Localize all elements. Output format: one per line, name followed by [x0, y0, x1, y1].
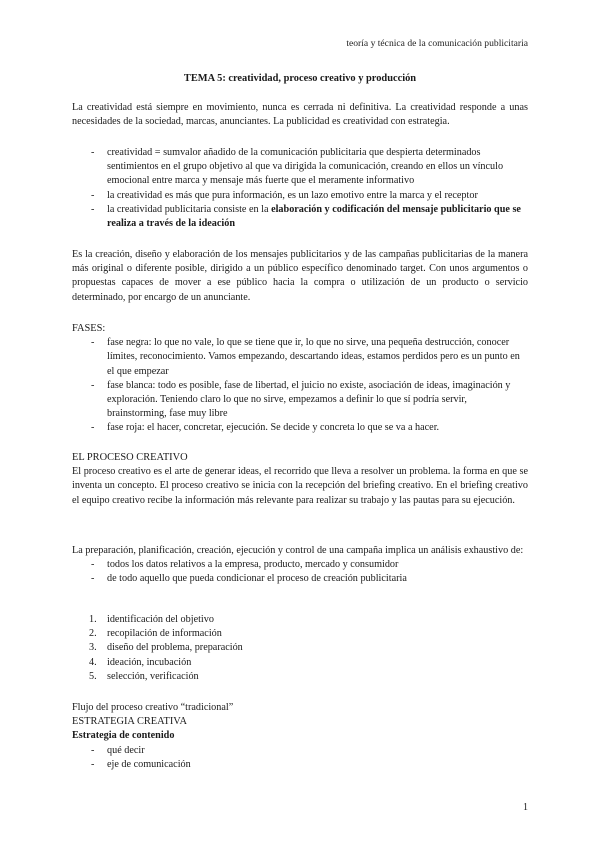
list-item: - fase roja: el hacer, concretar, ejecución. Se decide y concreta lo que se va a hacer. [72, 421, 528, 435]
list-item-bold-text: elaboración y codificación del mensaje publicitario que se realiza a través de la ideación [107, 203, 521, 230]
list-item [72, 203, 528, 231]
page-title: TEMA 5: creatividad, proceso creativo y producción [183, 73, 417, 84]
step-item [72, 656, 528, 670]
intro-paragraph: La creatividad está siempre en movimiento, nunca es cerrada ni definitiva. La creatividad responde a unas necesidades de la sociedad, marcas, anunciantes. La publicidad es creatividad con estrategia. [72, 102, 528, 128]
intro-section [72, 101, 528, 129]
preparacion-list [72, 558, 528, 586]
list-item: - eje de comunicación [72, 758, 528, 772]
step-item [72, 670, 528, 684]
creativity-bullets [72, 146, 528, 231]
fases-list [72, 336, 528, 435]
estrategia-section [72, 701, 528, 772]
step-text: ideación, incubación [107, 656, 192, 668]
step-number: 3. [89, 642, 97, 654]
estrategia-heading: ESTRATEGIA CREATIVA [72, 716, 187, 728]
fases-heading: FASES: [72, 323, 106, 334]
list-item: - creatividad = sumvalor añadido de la comunicación publicitaria que despierta determinados sentimientos en el grupo objetivo al que va dirigida la comunicación, creando en ellos un vínculo emocional entre marca y mensaje más fuerte que el meramente informativo [72, 146, 528, 189]
step-text: diseño del problema, preparación [107, 642, 243, 654]
proceso-section [72, 451, 528, 508]
running-header: teoría y técnica de la comunicación publicitaria [346, 38, 528, 49]
preparacion-section [72, 544, 528, 587]
step-text: identificación del objetivo [107, 614, 214, 625]
step-number: 5. [89, 670, 97, 682]
list-item: - fase blanca: todo es posible, fase de libertad, el juicio no existe, asociación de ideas, imaginación y exploración. Teniendo claro lo que no sirve, empezamos a definir lo que sí podría servir, brainstorming, fase muy libre [72, 379, 528, 422]
steps-section [72, 613, 528, 684]
page-number: 1 [523, 802, 528, 813]
list-item: - la creatividad es más que pura información, es un lazo emotivo entre la marca y el receptor [72, 189, 528, 203]
list-item: - fase negra: lo que no vale, lo que se tiene que ir, lo que no sirve, una pequeña destrucción, conocer límites, reconocimiento. Vamos empezando, descartando ideas, estamos perdidos pero es un punto en el que empezar [72, 336, 528, 379]
step-text: recopilación de información [107, 628, 222, 640]
list-item: - todos los datos relativos a la empresa, producto, mercado y consumidor [72, 558, 528, 572]
step-text: selección, verificación [107, 670, 199, 682]
definition-section [72, 248, 528, 305]
proceso-paragraph: El proceso creativo es el arte de generar ideas, el recorrido que lleva a resolver un problema. la forma en que se inventa un concepto. El proceso creativo se inicia con la recepción del briefing creativo. En el briefing creativo el equipo creativo recibe la información más relevante para realizar su trabajo y las pautas para su ejecución. [72, 466, 528, 506]
step-number: 2. [89, 628, 97, 640]
list-item-text: la creatividad publicitaria consiste en la [107, 203, 272, 215]
step-number: 4. [89, 656, 97, 668]
step-item [72, 627, 528, 641]
steps-list [72, 613, 528, 684]
flujo-line: Flujo del proceso creativo “tradicional” [72, 702, 234, 713]
fases-section [72, 322, 528, 436]
creativity-list [72, 146, 528, 231]
proceso-heading: EL PROCESO CREATIVO [72, 452, 188, 463]
step-item [72, 613, 528, 627]
definition-paragraph: Es la creación, diseño y elaboración de los mensajes publicitarios y de las campañas publicitarias de la manera más original o diferente posible, dirigido a un público específico denominado target. Con unos argumentos o propuestas capaces de mover a ese público hacia la compra o utilización de un producto o servicio determinado, por encargo de un anunciante. [72, 249, 528, 303]
preparacion-paragraph: La preparación, planificación, creación, ejecución y control de una campaña implica un análisis exhaustivo de: [72, 545, 524, 556]
list-item: - de todo aquello que pueda condicionar el proceso de creación publicitaria [72, 572, 528, 586]
step-item [72, 641, 528, 655]
estrategia-subheading: Estrategia de contenido [72, 730, 175, 742]
step-number: 1. [89, 614, 97, 625]
list-item: - qué decir [72, 744, 528, 758]
estrategia-list [72, 744, 528, 772]
